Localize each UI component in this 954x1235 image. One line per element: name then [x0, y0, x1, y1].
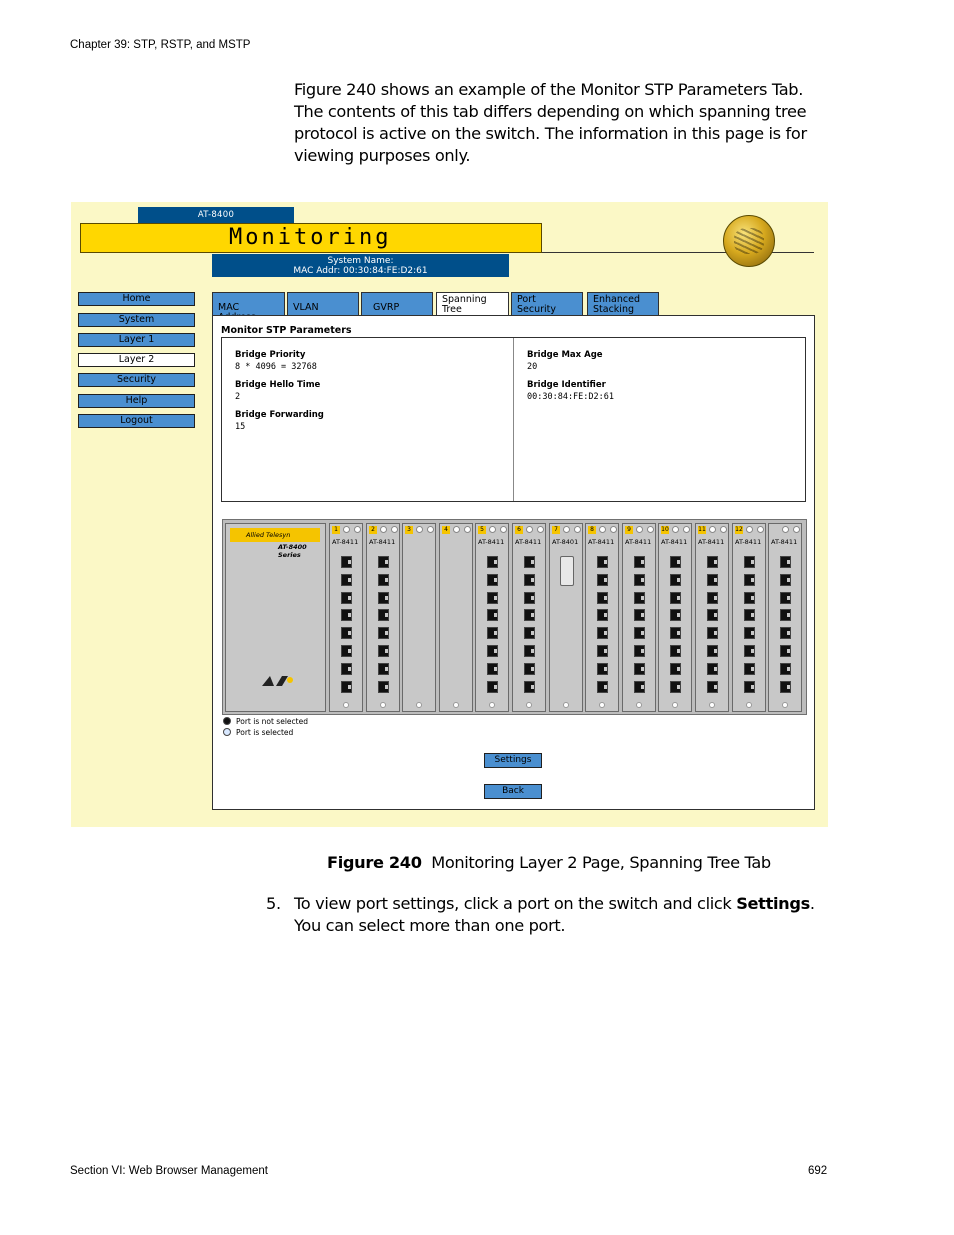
switch-port[interactable]: [670, 645, 681, 657]
slot-led-icon: [636, 526, 643, 533]
switch-port[interactable]: [378, 627, 389, 639]
slot-led-icon: [343, 526, 350, 533]
tab-label: Stacking: [593, 304, 634, 315]
switch-port[interactable]: [744, 681, 755, 693]
selected-dot-icon: [223, 728, 231, 736]
switch-port[interactable]: [707, 592, 718, 604]
intro-paragraph: [294, 79, 834, 167]
switch-port[interactable]: [597, 592, 608, 604]
intro-line: protocol is active on the switch. The information in this page is for: [294, 124, 807, 143]
slot-led-icon: [610, 526, 617, 533]
switch-slot: [549, 523, 583, 712]
switch-port[interactable]: [524, 681, 535, 693]
tab-label: Tree: [442, 304, 462, 315]
nav-system-button[interactable]: System: [78, 313, 195, 327]
switch-port[interactable]: [524, 556, 535, 568]
tab-spanning-tree[interactable]: [436, 292, 509, 317]
switch-port[interactable]: [744, 627, 755, 639]
tab-gvrp[interactable]: [361, 292, 433, 315]
switch-port[interactable]: [707, 556, 718, 568]
switch-port[interactable]: [524, 645, 535, 657]
switch-port[interactable]: [378, 609, 389, 621]
page-number: 692: [808, 1165, 828, 1177]
switch-port[interactable]: [707, 609, 718, 621]
switch-port[interactable]: [634, 627, 645, 639]
slot-led-icon: [672, 526, 679, 533]
module-name: AT-8411: [771, 538, 798, 546]
tab-enhanced-stacking[interactable]: [587, 292, 659, 315]
step-line-2: You can select more than one port.: [294, 916, 566, 935]
slot-led-icon: [354, 526, 361, 533]
switch-port[interactable]: [670, 627, 681, 639]
max-age-label: Bridge Max Age: [527, 350, 603, 360]
module-name: AT-8411: [661, 538, 688, 546]
at-logo-icon: [260, 674, 294, 688]
switch-port[interactable]: [487, 609, 498, 621]
switch-port[interactable]: [341, 663, 352, 675]
slot-led-icon: [464, 526, 471, 533]
slot-led-icon: [647, 526, 654, 533]
panel-title: Monitor STP Parameters: [221, 325, 352, 336]
slot-number: 1: [332, 526, 340, 534]
switch-port[interactable]: [634, 574, 645, 586]
slot-screw-icon: [599, 702, 605, 708]
intro-line: Figure 240 shows an example of the Monitor STP Parameters Tab.: [294, 80, 804, 99]
switch-chassis: [222, 519, 807, 715]
switch-slot: [439, 523, 473, 712]
switch-port[interactable]: [744, 574, 755, 586]
switch-port[interactable]: [780, 627, 791, 639]
slot-led-icon: [537, 526, 544, 533]
figure-screenshot: [71, 202, 828, 827]
switch-port[interactable]: [634, 681, 645, 693]
slot-number: 9: [625, 526, 633, 534]
slot-number: 2: [369, 526, 377, 534]
switch-port[interactable]: [524, 609, 535, 621]
switch-port[interactable]: [780, 645, 791, 657]
bridge-priority-value: 8 * 4096 = 32768: [235, 362, 317, 372]
slot-number: 10: [661, 526, 669, 533]
tab-label: Spanning: [442, 294, 487, 305]
intro-line: The contents of this tab differs depending on which spanning tree: [294, 102, 807, 121]
slot-screw-icon: [709, 702, 715, 708]
slot-led-icon: [380, 526, 387, 533]
globe-logo-icon: [723, 215, 775, 267]
module-name: AT-8411: [588, 538, 615, 546]
nav-logout-button[interactable]: Logout: [78, 414, 195, 428]
module-name: AT-8401: [552, 538, 579, 546]
switch-slot: [585, 523, 619, 712]
slot-screw-icon: [453, 702, 459, 708]
switch-slot: [768, 523, 802, 712]
slot-led-icon: [746, 526, 753, 533]
switch-port[interactable]: [597, 609, 608, 621]
slot-led-icon: [793, 526, 800, 533]
switch-slot: [695, 523, 729, 712]
slot-screw-icon: [526, 702, 532, 708]
switch-port[interactable]: [780, 574, 791, 586]
switch-port[interactable]: [707, 574, 718, 586]
switch-port[interactable]: [597, 556, 608, 568]
step-period: .: [809, 894, 815, 913]
switch-port[interactable]: [524, 663, 535, 675]
tab-label: Port: [517, 294, 536, 305]
switch-port[interactable]: [378, 592, 389, 604]
tab-label: Security: [517, 304, 557, 315]
step-number: 5.: [266, 894, 281, 913]
switch-port[interactable]: [670, 556, 681, 568]
switch-slot: [366, 523, 400, 712]
tab-port-security[interactable]: [511, 292, 583, 315]
stp-parameters-box: [221, 337, 806, 502]
slot-number: 5: [478, 526, 486, 534]
slot-led-icon: [720, 526, 727, 533]
slot-led-icon: [757, 526, 764, 533]
switch-slot: [402, 523, 436, 712]
switch-port[interactable]: [487, 574, 498, 586]
switch-port[interactable]: [670, 681, 681, 693]
switch-port[interactable]: [378, 574, 389, 586]
slot-screw-icon: [746, 702, 752, 708]
switch-port[interactable]: [744, 592, 755, 604]
caption-text: Monitoring Layer 2 Page, Spanning Tree Tab: [431, 853, 771, 872]
tab-gvrp-label: GVRP: [373, 302, 400, 313]
switch-port[interactable]: [634, 609, 645, 621]
slot-led-icon: [416, 526, 423, 533]
product-tag: AT-8400: [138, 207, 294, 223]
slot-screw-icon: [563, 702, 569, 708]
switch-port[interactable]: [780, 592, 791, 604]
module-name: AT-8411: [515, 538, 542, 546]
switch-slot: [658, 523, 692, 712]
switch-port[interactable]: [378, 556, 389, 568]
legend-not-selected: Port is not selected: [236, 717, 308, 726]
slot-number: 6: [515, 526, 523, 534]
switch-port[interactable]: [634, 592, 645, 604]
module-name: AT-8411: [478, 538, 505, 546]
bridge-priority-label: Bridge Priority: [235, 350, 306, 360]
hello-time-label: Bridge Hello Time: [235, 380, 321, 390]
switch-slot: [622, 523, 656, 712]
switch-port[interactable]: [597, 574, 608, 586]
column-divider: [513, 338, 514, 501]
slot-number: 11: [698, 526, 706, 533]
slot-number: 8: [588, 526, 596, 534]
tab-content-panel: [212, 315, 815, 810]
figure-caption: [327, 853, 771, 872]
serial-connector-icon[interactable]: [560, 556, 574, 586]
nav-layer2-button[interactable]: Layer 2: [78, 353, 195, 367]
mac-address: MAC Addr: 00:30:84:FE:D2:61: [293, 266, 428, 276]
module-name: AT-8411: [332, 538, 359, 546]
hello-time-value: 2: [235, 392, 241, 402]
switch-port[interactable]: [524, 592, 535, 604]
switch-port[interactable]: [707, 663, 718, 675]
slot-screw-icon: [416, 702, 422, 708]
settings-button[interactable]: Settings: [484, 753, 542, 768]
slot-led-icon: [500, 526, 507, 533]
switch-port[interactable]: [634, 556, 645, 568]
switch-port[interactable]: [670, 574, 681, 586]
slot-led-icon: [683, 526, 690, 533]
back-button[interactable]: Back: [484, 784, 542, 799]
switch-port[interactable]: [634, 645, 645, 657]
switch-port[interactable]: [341, 574, 352, 586]
switch-port[interactable]: [780, 681, 791, 693]
switch-port[interactable]: [487, 681, 498, 693]
slot-led-icon: [599, 526, 606, 533]
chassis-front-panel: [225, 523, 326, 712]
slot-led-icon: [709, 526, 716, 533]
switch-port[interactable]: [341, 592, 352, 604]
switch-port[interactable]: [744, 663, 755, 675]
switch-port[interactable]: [597, 627, 608, 639]
slot-led-icon: [453, 526, 460, 533]
slot-screw-icon: [636, 702, 642, 708]
legend-selected: Port is selected: [236, 728, 294, 737]
at-logo-shape: [260, 674, 294, 688]
step-bold: Settings: [736, 894, 810, 913]
model-label: AT-8400 Series: [278, 543, 307, 559]
slot-screw-icon: [489, 702, 495, 708]
banner-divider: [542, 252, 814, 253]
slot-led-icon: [526, 526, 533, 533]
switch-port[interactable]: [487, 645, 498, 657]
slot-led-icon: [391, 526, 398, 533]
slot-led-icon: [489, 526, 496, 533]
module-name: AT-8411: [625, 538, 652, 546]
switch-port[interactable]: [378, 645, 389, 657]
module-name: AT-8411: [698, 538, 725, 546]
step-text: To view port settings, click a port on the switch and click: [294, 894, 737, 913]
monitoring-banner: [80, 223, 542, 253]
switch-port[interactable]: [780, 609, 791, 621]
switch-slot: [732, 523, 766, 712]
switch-port[interactable]: [670, 609, 681, 621]
switch-port[interactable]: [341, 609, 352, 621]
slot-number: 4: [442, 526, 450, 534]
switch-port[interactable]: [487, 663, 498, 675]
switch-port[interactable]: [341, 681, 352, 693]
slot-led-icon: [427, 526, 434, 533]
tab-mac-address[interactable]: MAC: [212, 292, 285, 315]
slot-screw-icon: [782, 702, 788, 708]
slot-screw-icon: [672, 702, 678, 708]
switch-slot: [512, 523, 546, 712]
switch-port[interactable]: [597, 681, 608, 693]
switch-port[interactable]: [744, 645, 755, 657]
switch-port[interactable]: [744, 556, 755, 568]
switch-port[interactable]: [597, 663, 608, 675]
switch-port[interactable]: [634, 663, 645, 675]
module-name: AT-8411: [369, 538, 396, 546]
nav-security-button[interactable]: Security: [78, 373, 195, 387]
switch-port[interactable]: [597, 645, 608, 657]
switch-port[interactable]: [341, 627, 352, 639]
switch-port[interactable]: [744, 609, 755, 621]
slot-number: 3: [405, 526, 413, 534]
switch-port[interactable]: [341, 645, 352, 657]
running-header: Chapter 39: STP, RSTP, and MSTP: [70, 39, 251, 51]
forwarding-label: Bridge Forwarding: [235, 410, 324, 420]
slot-led-icon: [563, 526, 570, 533]
switch-port[interactable]: [670, 663, 681, 675]
switch-port[interactable]: [707, 645, 718, 657]
nav-help-button[interactable]: Help: [78, 394, 195, 408]
tab-label: Enhanced: [593, 294, 640, 305]
max-age-value: 20: [527, 362, 538, 372]
switch-port[interactable]: [378, 681, 389, 693]
switch-port[interactable]: [487, 592, 498, 604]
module-name: AT-8411: [735, 538, 762, 546]
switch-port[interactable]: [670, 592, 681, 604]
intro-line: viewing purposes only.: [294, 146, 471, 165]
tab-vlan[interactable]: VLAN: [287, 292, 359, 315]
switch-port[interactable]: [341, 556, 352, 568]
switch-slot: [329, 523, 363, 712]
slot-screw-icon: [380, 702, 386, 708]
switch-port[interactable]: [378, 663, 389, 675]
identifier-value: 00:30:84:FE:D2:61: [527, 392, 614, 402]
nav-home-button[interactable]: Home: [78, 292, 195, 306]
switch-port[interactable]: [524, 627, 535, 639]
switch-slot: [475, 523, 509, 712]
slot-led-icon: [574, 526, 581, 533]
switch-port[interactable]: [524, 574, 535, 586]
caption-label: Figure 240: [327, 853, 422, 872]
identifier-label: Bridge Identifier: [527, 380, 606, 390]
system-name-label: System Name:: [327, 256, 394, 266]
switch-port[interactable]: [487, 556, 498, 568]
switch-port[interactable]: [707, 627, 718, 639]
switch-port[interactable]: [487, 627, 498, 639]
switch-port[interactable]: [707, 681, 718, 693]
slot-screw-icon: [343, 702, 349, 708]
nav-layer1-button[interactable]: Layer 1: [78, 333, 195, 347]
footer-section: Section VI: Web Browser Management: [70, 1165, 268, 1177]
brand-logo: Allied Telesyn: [230, 528, 320, 542]
forwarding-value: 15: [235, 422, 246, 432]
banner-title: Monitoring: [229, 225, 392, 250]
switch-port[interactable]: [780, 663, 791, 675]
slot-number: 7: [552, 526, 560, 534]
slot-led-icon: [782, 526, 789, 533]
switch-port[interactable]: [780, 556, 791, 568]
slot-number: 12: [735, 526, 743, 533]
not-selected-dot-icon: [223, 717, 231, 725]
system-info-box: [212, 254, 509, 277]
step-line-1: [294, 893, 815, 915]
